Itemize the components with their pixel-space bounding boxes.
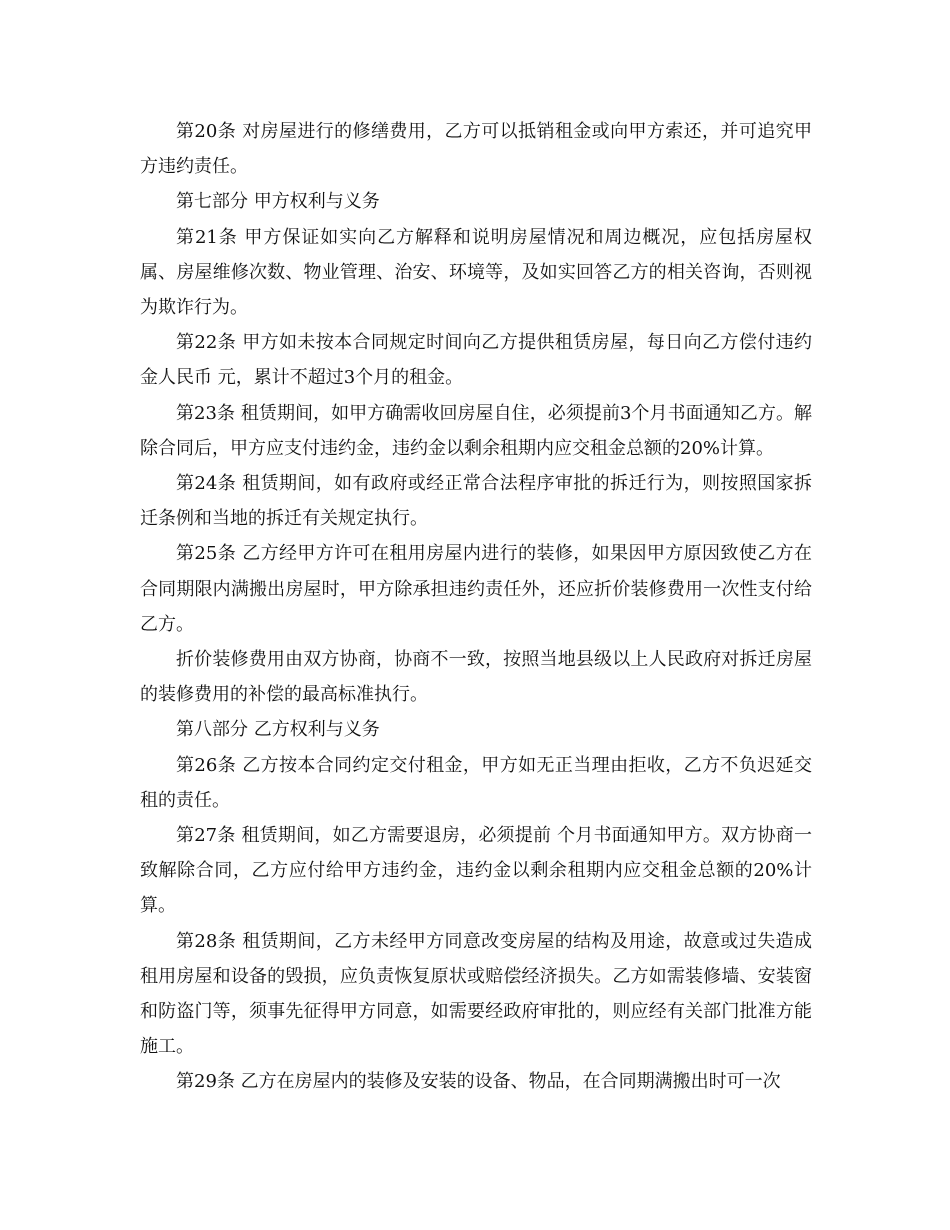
clause-29: 第29条 乙方在房屋内的装修及安装的设备、物品，在合同期满搬出时可一次 xyxy=(176,1071,781,1093)
clause-24: 第24条 租赁期间，如有政府或经正常合法程序审批的拆迁行为，则按照国家拆迁条例和当地的拆迁有关规定执行。 xyxy=(140,473,812,530)
clause-20: 第20条 对房屋进行的修缮费用，乙方可以抵销租金或向甲方索还，并可追究甲方违约责任。 xyxy=(140,121,812,178)
clause-25-supplement: 折价装修费用由双方协商，协商不一致，按照当地县级以上人民政府对拆迁房屋的装修费用的补偿的最高标准执行。 xyxy=(140,649,812,706)
clause-26: 第26条 乙方按本合同约定交付租金，甲方如无正当理由拒收，乙方不负迟延交租的责任。 xyxy=(140,754,812,811)
clause-22: 第22条 甲方如未按本合同规定时间向乙方提供租赁房屋，每日向乙方偿付违约金人民币 元，累计不超过3个月的租金。 xyxy=(140,332,812,389)
clause-25: 第25条 乙方经甲方许可在租用房屋内进行的装修，如果因甲方原因致使乙方在合同期限内满搬出房屋时，甲方除承担违约责任外，还应折价装修费用一次性支付给乙方。 xyxy=(140,543,812,635)
clause-23: 第23条 租赁期间，如甲方确需收回房屋自住，必须提前3个月书面通知乙方。解除合同后，甲方应支付违约金，违约金以剩余租期内应交租金总额的20%计算。 xyxy=(140,402,812,459)
section-heading-part-8: 第八部分 乙方权利与义务 xyxy=(176,719,380,741)
clause-21: 第21条 甲方保证如实向乙方解释和说明房屋情况和周边概况，应包括房屋权属、房屋维修次数、物业管理、治安、环境等，及如实回答乙方的相关咨询，否则视为欺诈行为。 xyxy=(140,226,812,319)
clause-27: 第27条 租赁期间，如乙方需要退房，必须提前 个月书面通知甲方。双方协商一致解除合同，乙方应付给甲方违约金，违约金以剩余租期内应交租金总额的20%计算。 xyxy=(140,825,812,917)
document-page xyxy=(140,114,812,1100)
section-heading-part-7: 第七部分 甲方权利与义务 xyxy=(176,191,380,213)
clause-28: 第28条 租赁期间，乙方未经甲方同意改变房屋的结构及用途，故意或过失造成租用房屋和设备的毁损，应负责恢复原状或赔偿经济损失。乙方如需装修墙、安装窗和防盗门等，须事先征得甲方同意，如需要经政府审批的，则应经有关部门批准方能施工。 xyxy=(140,930,812,1058)
